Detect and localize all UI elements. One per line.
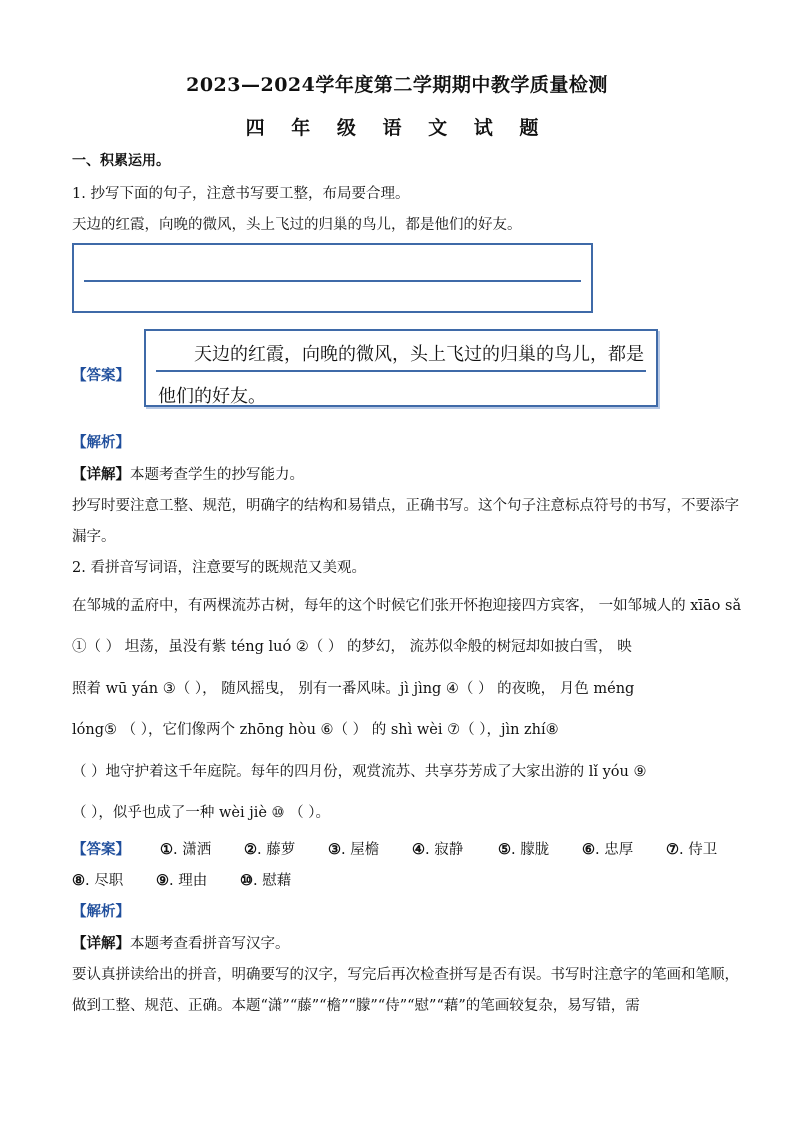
answer-item-6: ⑥. 忠厚 xyxy=(582,841,634,858)
answer-word: 藤萝 xyxy=(266,842,296,858)
answer-item-4: ④. 寂静 xyxy=(412,841,464,858)
q1-sentence: 天边的红霞，向晚的微风，头上飞过的归巢的鸟儿，都是他们的好友。 xyxy=(72,217,522,233)
answer-item-9: ⑨. 理由 xyxy=(156,872,208,889)
answer-item-10: ⑩. 慰藉 xyxy=(240,872,292,889)
answer-word: 尽职 xyxy=(94,873,124,889)
q2-passage-line1: 在邹城的孟府中，有两棵流苏古树，每年的这个时候它们张开怀抱迎接四方宾客， 一如邹城人的 xīāo sǎ xyxy=(72,598,742,614)
answer-num: ⑨ xyxy=(156,872,169,889)
answer-item-7: ⑦. 侍卫 xyxy=(666,841,718,858)
q2-analysis-label: 【解析】 xyxy=(72,903,130,920)
answer-item-1: ①. 潇洒 xyxy=(160,841,212,858)
answer-num: ④ xyxy=(412,841,425,858)
exam-subtitle: 四 年 级 语 文 试 题 xyxy=(245,117,549,139)
answer-num: ① xyxy=(160,841,173,858)
q2-explain-line2: 做到工整、规范、正确。本题“潇”“藤”“檐”“朦”“侍”“慰”“藉”的笔画较复杂，易写错，需 xyxy=(72,998,640,1014)
q2-detail xyxy=(72,932,290,953)
q1-detail-text: 本题考查学生的抄写能力。 xyxy=(130,467,304,483)
section-heading: 一、积累运用。 xyxy=(72,153,170,169)
answer-writing-line xyxy=(156,370,646,372)
q1-detail xyxy=(72,463,304,484)
q2-passage-line6: （ ），似乎也成了一种 wèi jiè ⑩ （ ）。 xyxy=(72,805,330,821)
answer-item-2: ②. 藤萝 xyxy=(244,841,296,858)
q1-answer-line1: 天边的红霞，向晚的微风，头上飞过的归巢的鸟儿，都是 xyxy=(194,344,644,365)
answer-num: ② xyxy=(244,841,257,858)
answer-num: ⑥ xyxy=(582,841,595,858)
answer-num: ⑤ xyxy=(498,841,511,858)
answer-num: ⑦ xyxy=(666,841,679,858)
answer-word: 寂静 xyxy=(434,842,464,858)
answer-word: 朦胧 xyxy=(520,842,550,858)
answer-item-5: ⑤. 朦胧 xyxy=(498,841,550,858)
answer-word: 忠厚 xyxy=(604,842,634,858)
exam-title: 2023—2024学年度第二学期期中教学质量检测 xyxy=(186,74,608,96)
q2-passage-line4: lóng⑤ （ ），它们像两个 zhōng hòu ⑥（ ） 的 shì wèi ⑦（ ），jìn zhí⑧ xyxy=(72,722,559,738)
answer-item-3: ③. 屋檐 xyxy=(328,841,380,858)
answer-num: ③ xyxy=(328,841,341,858)
q1-prompt: 1. 抄写下面的句子，注意书写要工整，布局要合理。 xyxy=(72,186,410,202)
q1-explain-line2: 漏字。 xyxy=(72,529,116,545)
answer-word: 理由 xyxy=(178,873,208,889)
q1-answer-line2: 他们的好友。 xyxy=(158,386,266,407)
q1-writing-box[interactable] xyxy=(72,243,593,313)
answer-word: 屋檐 xyxy=(350,842,380,858)
q2-detail-text: 本题考查看拼音写汉字。 xyxy=(130,936,290,952)
writing-line xyxy=(84,280,581,282)
answer-item-8: ⑧. 尽职 xyxy=(72,872,124,889)
answer-num: ⑩ xyxy=(240,872,253,889)
q1-detail-label: 【详解】 xyxy=(72,466,130,483)
q2-prompt: 2. 看拼音写词语，注意要写的既规范又美观。 xyxy=(72,560,366,576)
q2-passage-line5: （ ）地守护着这千年庭院。每年的四月份，观赏流苏、共享芬芳成了大家出游的 lǐ yóu ⑨ xyxy=(72,764,647,780)
answer-word: 潇洒 xyxy=(182,842,212,858)
q1-explain-line1: 抄写时要注意工整、规范，明确字的结构和易错点，正确书写。这个句子注意标点符号的书写，不要添字 xyxy=(72,498,739,514)
q1-answer-box xyxy=(144,329,658,407)
answer-word: 侍卫 xyxy=(688,842,718,858)
q1-answer-label: 【答案】 xyxy=(72,367,130,384)
answer-word: 慰藉 xyxy=(262,873,292,889)
answer-num: ⑧ xyxy=(72,872,85,889)
q2-passage-line3: 照着 wū yán ③（ ）， 随风摇曳， 别有一番风味。jì jìng ④（ ） 的夜晚， 月色 méng xyxy=(72,681,635,697)
q1-analysis-label: 【解析】 xyxy=(72,434,130,451)
q2-passage-line2: ①（ ） 坦荡，虽没有紫 téng luó ②（ ） 的梦幻， 流苏似伞般的树冠却如披白雪， 映 xyxy=(72,639,632,655)
q2-explain-line1: 要认真拼读给出的拼音，明确要写的汉字，写完后再次检查拼写是否有误。书写时注意字的笔画和笔顺， xyxy=(72,967,739,983)
q2-answer-label: 【答案】 xyxy=(72,841,130,858)
q2-detail-label: 【详解】 xyxy=(72,935,130,952)
